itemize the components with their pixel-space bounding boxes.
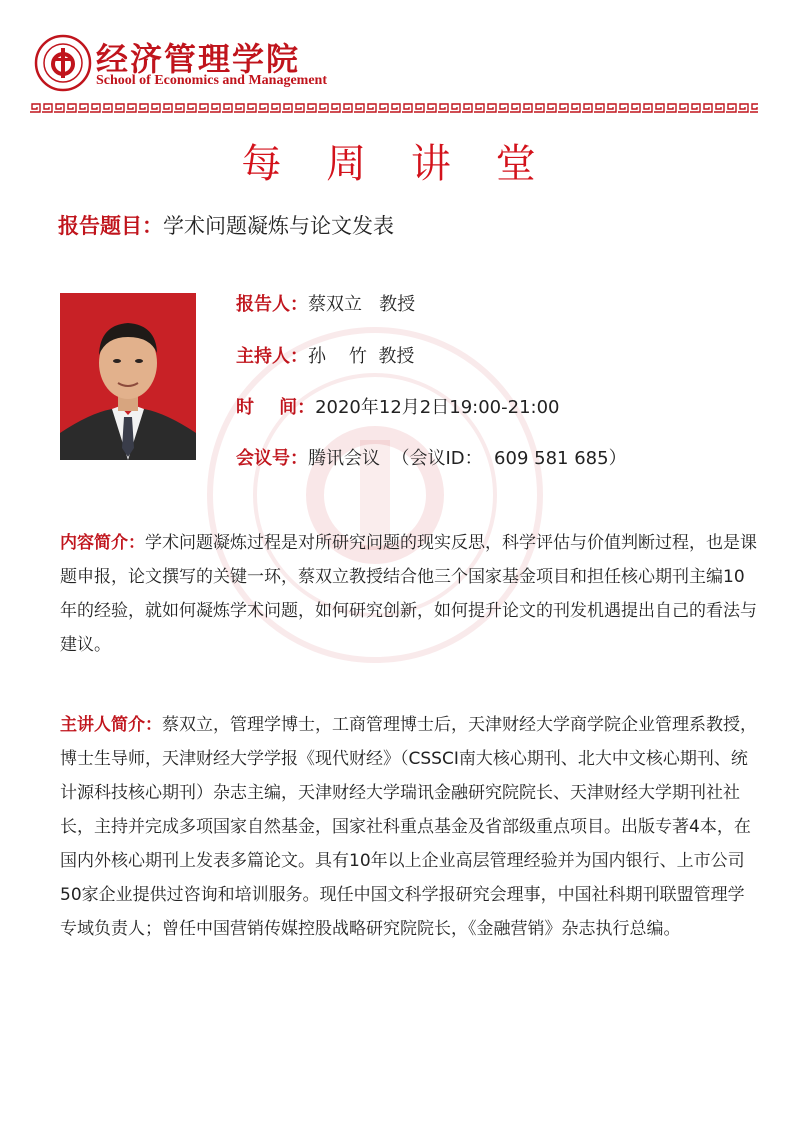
meeting-label: 会议号： — [236, 448, 308, 469]
speaker-bio — [60, 708, 760, 946]
speaker-label: 报告人： — [236, 294, 308, 315]
meeting-line — [236, 444, 627, 470]
report-topic — [58, 210, 394, 240]
summary-label: 内容简介： — [60, 533, 145, 553]
host-value: 孙 竹 教授 — [308, 346, 415, 367]
time-label: 时 间： — [236, 397, 316, 418]
host-label: 主持人： — [236, 346, 308, 367]
topic-label: 报告题目： — [58, 214, 163, 238]
decorative-border — [30, 103, 758, 113]
time-value: 2020年12月2日19:00-21:00 — [315, 397, 560, 418]
time-line — [236, 393, 559, 419]
school-name-en: School of Economics and Management — [96, 73, 327, 88]
speaker-value: 蔡双立 教授 — [308, 294, 416, 315]
page-title: 每 周 讲 堂 — [241, 141, 552, 187]
summary-text: 学术问题凝炼过程是对所研究问题的现实反思，科学评估与价值判断过程，也是课题申报，论文撰写的关键一环，蔡双立教授结合他三个国家基金项目和担任核心期刊主编10年的经验，就如何凝炼学术问题，如何研究创新，如何提升论文的刊发机遇提出自己的看法与建议。 — [60, 533, 757, 655]
bio-text: 蔡双立，管理学博士，工商管理博士后，天津财经大学商学院企业管理系教授，博士生导师，天津财经大学学报《现代财经》（CSSCI南大核心期刊、北大中文核心期刊、统计源科技核心期刊）杂志主编，天津财经大学瑞讯金融研究院院长、天津财经大学期刊社社长，主持并完成多项国家自然基金，国家社科重点基金及省部级重点项目。出版专著4本，在国内外核心期刊上发表多篇论文。具有10年以上企业高层管理经验并为国内银行、上市公司50家企业提供过咨询和培训服务。现任中国文科学报研究会理事，中国社科期刊联盟管理学专域负责人；曾任中国营销传媒控股战略研究院院长，《金融营销》杂志执行总编。 — [60, 715, 757, 939]
topic-value: 学术问题凝炼与论文发表 — [163, 214, 394, 238]
bio-label: 主讲人简介： — [60, 715, 162, 735]
university-seal-icon — [34, 34, 92, 92]
meeting-value: 腾讯会议 （会议ID： 609 581 685） — [308, 448, 627, 469]
host-line — [236, 342, 414, 368]
school-name-cn: 经济管理学院 — [96, 40, 301, 78]
content-summary — [60, 526, 760, 662]
speaker-line — [236, 290, 415, 316]
speaker-photo — [60, 293, 196, 460]
